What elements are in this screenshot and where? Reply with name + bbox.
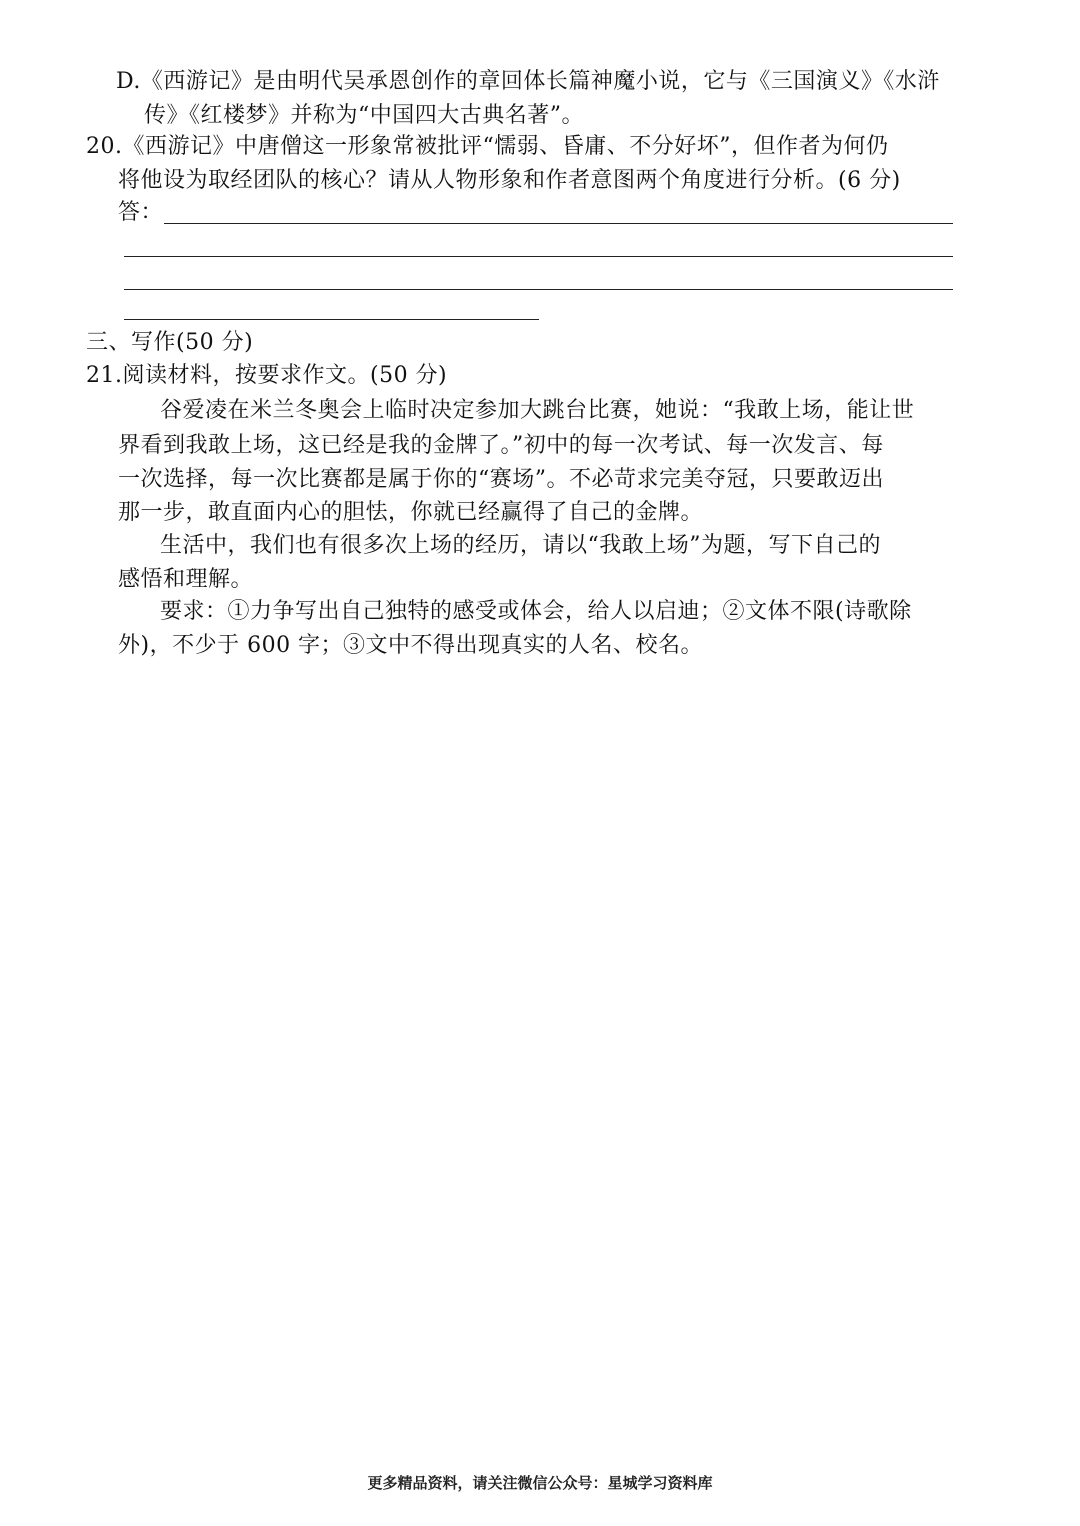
material-para-1-line-1: 谷爱凌在米兰冬奥会上临时决定参加大跳台比赛，她说：“我敢上场，能让世 — [160, 398, 915, 423]
requirements-line-1: 要求：①力争写出自己独特的感受或体会，给人以启迪；②文体不限(诗歌除 — [160, 599, 912, 624]
answer-line-2[interactable] — [124, 256, 953, 257]
answer-line-3[interactable] — [124, 289, 953, 290]
option-d-line-1: D.《西游记》是由明代吴承恩创作的章回体长篇神魔小说，它与《三国演义》《水浒 — [116, 69, 940, 94]
question-20-line-1: 20.《西游记》中唐僧这一形象常被批评“懦弱、昏庸、不分好坏”，但作者为何仍 — [86, 134, 889, 159]
material-para-1-line-2: 界看到我敢上场，这已经是我的金牌了。”初中的每一次考试、每一次发言、每 — [118, 433, 884, 458]
question-21-line-1: 21.阅读材料，按要求作文。(50 分) — [86, 363, 448, 388]
material-para-2-line-2: 感悟和理解。 — [118, 567, 254, 592]
option-d-line-2: 传》《红楼梦》并称为“中国四大古典名著”。 — [144, 103, 584, 128]
requirements-line-2: 外)，不少于 600 字；③文中不得出现真实的人名、校名。 — [118, 633, 704, 658]
section-3-heading: 三、写作(50 分) — [86, 330, 254, 355]
footer-promo-text: 更多精品资料，请关注微信公众号：星城学习资料库 — [367, 1474, 713, 1492]
answer-line-4[interactable] — [124, 319, 539, 320]
answer-line-1[interactable] — [164, 223, 953, 224]
material-para-2-line-1: 生活中，我们也有很多次上场的经历，请以“我敢上场”为题，写下自己的 — [160, 533, 881, 558]
material-para-1-line-4: 那一步，敢直面内心的胆怯，你就已经赢得了自己的金牌。 — [118, 500, 704, 525]
material-para-1-line-3: 一次选择，每一次比赛都是属于你的“赛场”。不必苛求完美夺冠，只要敢迈出 — [118, 467, 884, 492]
answer-label: 答： — [118, 200, 164, 225]
question-20-line-2: 将他设为取经团队的核心？请从人物形象和作者意图两个角度进行分析。(6 分) — [118, 168, 901, 193]
